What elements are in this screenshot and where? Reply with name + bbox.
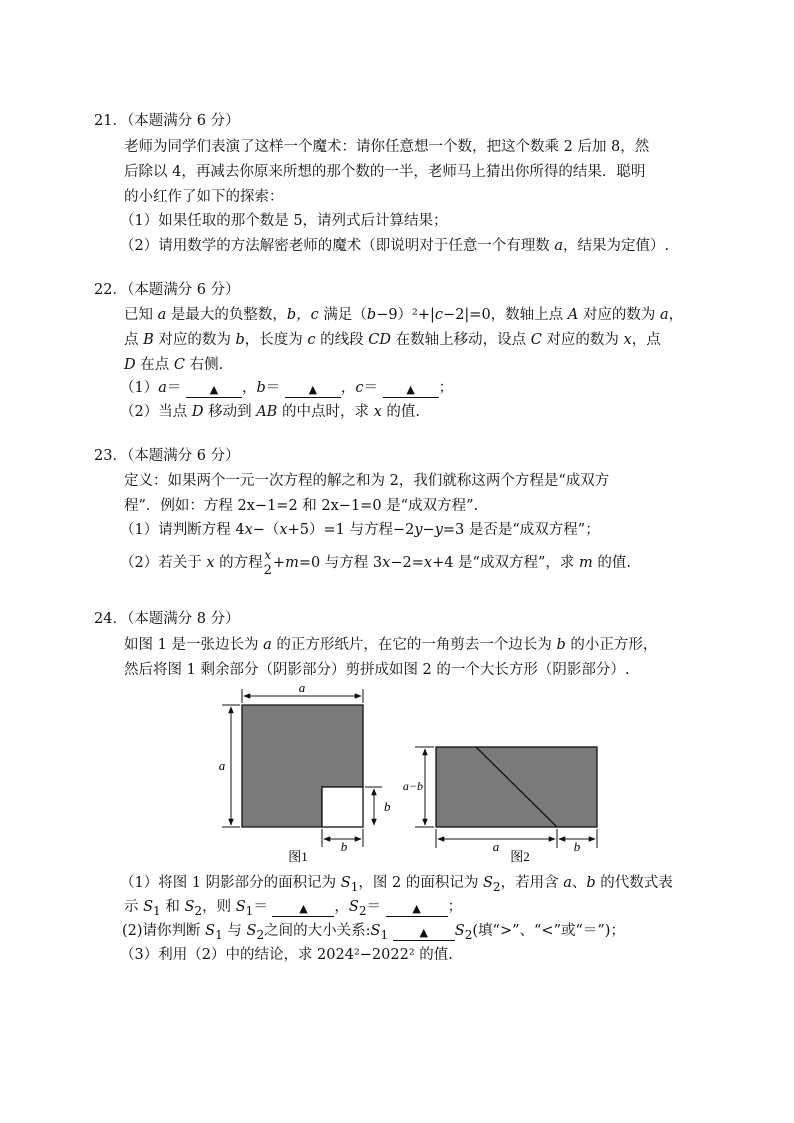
answer-blank-s1[interactable]: ▲ bbox=[272, 899, 334, 917]
q24-part-3: （3）利用（2）中的结论，求 2024²−2022² 的值. bbox=[120, 947, 453, 963]
fig2-label-a-minus-b: a−b bbox=[402, 779, 423, 793]
q23-text-line-2: 程”．例如：方程 2x−1=2 和 2x−1=0 是“成双方程”. bbox=[124, 498, 479, 514]
q24-part-2: (2)请你判断 $S_1$ 与 $S_2$之间的大小关系$:S_1$ ▲ $S_2$(填“>”、“<”或“＝”)； bbox=[122, 923, 625, 942]
fig1-small-square bbox=[322, 787, 363, 827]
q21-part-2: （2）请用数学的方法解密老师的魔术（即说明对于任意一个有理数 a，结果为定值）. bbox=[120, 238, 670, 254]
q21-text-line-2: 后除以 4，再减去你原来所想的那个数的一半，老师马上猜出你所得的结果．聪明 bbox=[124, 164, 646, 180]
q21-text-line-3: 的小红作了如下的探索： bbox=[124, 189, 284, 205]
fig1-label-b-right: b bbox=[384, 799, 391, 814]
answer-blank-c[interactable]: ▲ bbox=[383, 380, 439, 398]
fig1-caption: 图1 bbox=[288, 849, 308, 864]
q22-text-line-2: 点 B 对应的数为 b，长度为 c 的线段 CD 在数轴上移动，设点 C 对应的数为 x，点 bbox=[124, 332, 661, 348]
q22-text-line-3: D 在点 C 右侧. bbox=[124, 357, 224, 373]
q23-text-line-1: 定义：如果两个一元一次方程的解之和为 2，我们就称这两个方程是“成双方 bbox=[124, 473, 610, 489]
figure-1 bbox=[219, 680, 391, 864]
q24-header: 24．（本题满分 8 分） bbox=[94, 611, 240, 627]
fig2-label-b-bottom: b bbox=[573, 839, 581, 854]
q22-part-1: （1）a＝ ▲ ，b＝ ▲ ，c＝ ▲ ； bbox=[120, 380, 454, 396]
answer-blank-s2[interactable]: ▲ bbox=[386, 899, 448, 917]
q21-part-1: （1）如果任取的那个数是 5，请列式后计算结果； bbox=[120, 213, 448, 229]
q22-text-line-1: 已知 a 是最大的负整数，b，c 满足（b−9）²+|c−2|=0，数轴上点 A 对应的数为 a， bbox=[124, 307, 684, 323]
answer-blank-a[interactable]: ▲ bbox=[186, 380, 242, 398]
answer-blank-compare[interactable]: ▲ bbox=[393, 923, 455, 941]
fig1-label-a-top: a bbox=[298, 680, 306, 695]
q24-part-1-line-2: 示 $S_1$ 和 $S_2$，则 $S_1=$ ▲ ，$S_2=$ ▲ ； bbox=[124, 899, 463, 918]
answer-blank-b[interactable]: ▲ bbox=[285, 380, 341, 398]
q22-part-2: （2）当点 D 移动到 AB 的中点时，求 x 的值. bbox=[120, 404, 420, 420]
fig1-label-a-left: a bbox=[218, 758, 226, 773]
q23-part-2: （2）若关于 x 的方程 x 2 +m=0 与方程 3x−2=x+4 是“成双方程”，求 m 的值. bbox=[120, 548, 631, 578]
q24-text-line-2: 然后将图 1 剩余部分（阴影部分）剪拼成如图 2 的一个大长方形（阴影部分）. bbox=[124, 662, 630, 678]
fig1-label-b-bottom: b bbox=[340, 839, 348, 854]
fig2-label-a-bottom: a bbox=[492, 839, 500, 854]
q23-header: 23．（本题满分 6 分） bbox=[94, 448, 240, 464]
q24-part-1-line-1: （1）将图 1 阴影部分的面积记为 $S_1$，图 2 的面积记为 $S_2$，若用含 a、b 的代数式表 bbox=[120, 875, 673, 894]
q22-header: 22．（本题满分 6 分） bbox=[94, 282, 240, 298]
q23-part-1: （1）请判断方程 4x−（x+5）=1 与方程−2y−y=3 是否是“成双方程”； bbox=[120, 522, 600, 538]
q24-text-line-1: 如图 1 是一张边长为 a 的正方形纸片，在它的一角剪去一个边长为 b 的小正方形， bbox=[124, 637, 658, 653]
q21-header: 21．（本题满分 6 分） bbox=[94, 113, 240, 129]
q21-text-line-1: 老师为同学们表演了这样一个魔术：请你任意想一个数，把这个数乘 2 后加 8，然 bbox=[124, 139, 650, 155]
figure-2 bbox=[403, 747, 597, 864]
fig2-caption: 图2 bbox=[510, 849, 530, 864]
fraction-x-over-2: x 2 bbox=[263, 548, 272, 578]
